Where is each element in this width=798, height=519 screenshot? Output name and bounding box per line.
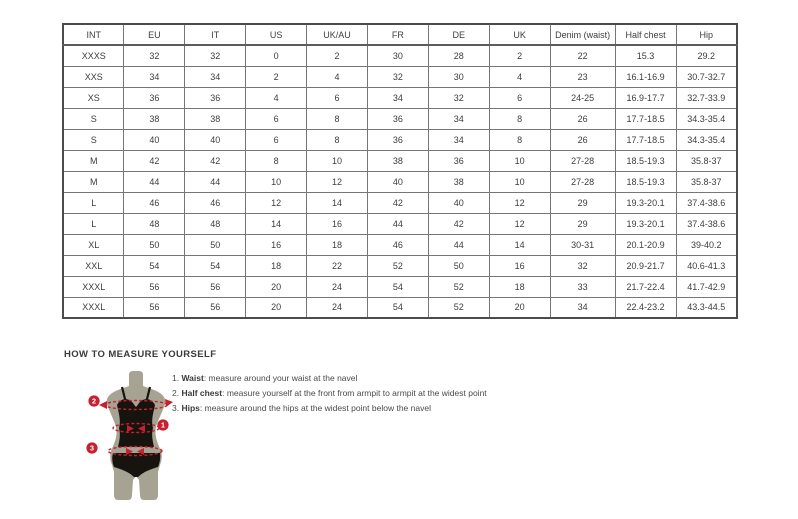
size-value-cell: 38: [367, 150, 428, 171]
size-value-cell: 14: [246, 213, 307, 234]
size-value-cell: 16: [307, 213, 368, 234]
size-value-cell: 30: [428, 66, 489, 87]
measure-step-hips: [172, 401, 487, 416]
size-value-cell: 8: [489, 129, 550, 150]
size-value-cell: 22.4-23.2: [615, 297, 676, 318]
step-label: Hips: [181, 403, 200, 413]
marker-hips-number: 3: [89, 443, 95, 453]
step-number: 2.: [172, 388, 180, 398]
size-value-cell: 4: [246, 87, 307, 108]
size-value-cell: 22: [550, 45, 615, 66]
size-value-cell: 36: [428, 150, 489, 171]
size-value-cell: 52: [367, 255, 428, 276]
size-value-cell: 20: [246, 297, 307, 318]
size-value-cell: 40: [124, 129, 185, 150]
size-value-cell: 56: [124, 276, 185, 297]
size-value-cell: 14: [489, 234, 550, 255]
size-value-cell: 42: [428, 213, 489, 234]
size-value-cell: 56: [124, 297, 185, 318]
size-chart-section: [62, 23, 738, 319]
size-label-cell: M: [63, 150, 124, 171]
size-value-cell: 54: [367, 276, 428, 297]
size-value-cell: 28: [428, 45, 489, 66]
column-header: DE: [428, 24, 489, 45]
size-value-cell: 20.1-20.9: [615, 234, 676, 255]
step-text: : measure around your waist at the navel: [203, 373, 358, 383]
marker-waist: [157, 419, 168, 430]
size-value-cell: 12: [489, 192, 550, 213]
size-label-cell: XXL: [63, 255, 124, 276]
step-label: Half chest: [181, 388, 223, 398]
size-value-cell: 54: [185, 255, 246, 276]
size-value-cell: 46: [367, 234, 428, 255]
column-header: UK/AU: [307, 24, 368, 45]
size-value-cell: 29.2: [676, 45, 737, 66]
measure-section-title: HOW TO MEASURE YOURSELF: [64, 349, 217, 360]
size-value-cell: 32: [367, 66, 428, 87]
step-label: Waist: [181, 373, 204, 383]
size-value-cell: 44: [124, 171, 185, 192]
table-row: [63, 150, 737, 171]
size-value-cell: 22: [307, 255, 368, 276]
size-value-cell: 30.7-32.7: [676, 66, 737, 87]
size-value-cell: 30: [367, 45, 428, 66]
table-row: [63, 108, 737, 129]
size-value-cell: 10: [489, 150, 550, 171]
size-value-cell: 36: [367, 129, 428, 150]
size-value-cell: 10: [307, 150, 368, 171]
size-value-cell: 54: [367, 297, 428, 318]
table-row: [63, 192, 737, 213]
column-header: INT: [63, 24, 124, 45]
size-value-cell: 32: [124, 45, 185, 66]
size-label-cell: S: [63, 129, 124, 150]
size-value-cell: 0: [246, 45, 307, 66]
measure-step-waist: [172, 371, 487, 386]
size-label-cell: M: [63, 171, 124, 192]
size-value-cell: 15.3: [615, 45, 676, 66]
size-value-cell: 46: [124, 192, 185, 213]
size-value-cell: 38: [185, 108, 246, 129]
size-value-cell: 40: [428, 192, 489, 213]
size-value-cell: 4: [489, 66, 550, 87]
size-value-cell: 16: [246, 234, 307, 255]
size-value-cell: 26: [550, 129, 615, 150]
step-text: : measure yourself at the front from armpit to armpit at the widest point: [222, 388, 487, 398]
table-row: [63, 87, 737, 108]
size-value-cell: 16.1-16.9: [615, 66, 676, 87]
size-value-cell: 10: [489, 171, 550, 192]
size-value-cell: 12: [246, 192, 307, 213]
size-value-cell: 50: [185, 234, 246, 255]
size-value-cell: 24-25: [550, 87, 615, 108]
size-value-cell: 34.3-35.4: [676, 108, 737, 129]
step-number: 1.: [172, 373, 180, 383]
size-value-cell: 8: [307, 129, 368, 150]
measure-step-half-chest: [172, 386, 487, 401]
size-value-cell: 8: [246, 150, 307, 171]
size-value-cell: 12: [307, 171, 368, 192]
size-value-cell: 44: [185, 171, 246, 192]
size-value-cell: 29: [550, 213, 615, 234]
size-value-cell: 2: [246, 66, 307, 87]
size-value-cell: 2: [489, 45, 550, 66]
size-value-cell: 32.7-33.9: [676, 87, 737, 108]
size-value-cell: 16: [489, 255, 550, 276]
size-value-cell: 32: [428, 87, 489, 108]
size-value-cell: 42: [185, 150, 246, 171]
size-value-cell: 24: [307, 297, 368, 318]
size-value-cell: 34.3-35.4: [676, 129, 737, 150]
marker-half-chest: [88, 395, 99, 406]
size-value-cell: 18: [246, 255, 307, 276]
measure-instructions: [172, 371, 487, 416]
size-value-cell: 4: [307, 66, 368, 87]
size-value-cell: 35.8-37: [676, 150, 737, 171]
size-value-cell: 20: [489, 297, 550, 318]
size-value-cell: 8: [489, 108, 550, 129]
size-value-cell: 12: [489, 213, 550, 234]
column-header: US: [246, 24, 307, 45]
size-value-cell: 39-40.2: [676, 234, 737, 255]
size-label-cell: L: [63, 213, 124, 234]
size-value-cell: 36: [124, 87, 185, 108]
size-value-cell: 56: [185, 297, 246, 318]
size-value-cell: 32: [185, 45, 246, 66]
size-value-cell: 41.7-42.9: [676, 276, 737, 297]
size-value-cell: 30-31: [550, 234, 615, 255]
column-header: EU: [124, 24, 185, 45]
size-label-cell: XS: [63, 87, 124, 108]
table-row: [63, 297, 737, 318]
size-value-cell: 21.7-22.4: [615, 276, 676, 297]
size-value-cell: 33: [550, 276, 615, 297]
size-value-cell: 18.5-19.3: [615, 171, 676, 192]
marker-hips: [86, 442, 97, 453]
size-value-cell: 44: [428, 234, 489, 255]
table-row: [63, 276, 737, 297]
column-header: IT: [185, 24, 246, 45]
size-value-cell: 32: [550, 255, 615, 276]
column-header: Denim (waist): [550, 24, 615, 45]
size-value-cell: 6: [246, 108, 307, 129]
size-label-cell: XXXL: [63, 297, 124, 318]
size-value-cell: 54: [124, 255, 185, 276]
size-value-cell: 40: [367, 171, 428, 192]
size-value-cell: 34: [428, 108, 489, 129]
size-value-cell: 18.5-19.3: [615, 150, 676, 171]
table-row: [63, 255, 737, 276]
size-value-cell: 37.4-38.6: [676, 192, 737, 213]
marker-half-chest-number: 2: [91, 396, 97, 406]
size-value-cell: 36: [185, 87, 246, 108]
chest-arrow-left: [99, 401, 107, 409]
size-value-cell: 23: [550, 66, 615, 87]
size-value-cell: 40.6-41.3: [676, 255, 737, 276]
size-value-cell: 26: [550, 108, 615, 129]
size-label-cell: S: [63, 108, 124, 129]
size-label-cell: XXXL: [63, 276, 124, 297]
size-value-cell: 24: [307, 276, 368, 297]
size-value-cell: 34: [124, 66, 185, 87]
size-label-cell: XXXS: [63, 45, 124, 66]
size-value-cell: 18: [307, 234, 368, 255]
marker-waist-number: 1: [160, 420, 166, 430]
column-header: FR: [367, 24, 428, 45]
size-value-cell: 18: [489, 276, 550, 297]
size-value-cell: 20: [246, 276, 307, 297]
size-value-cell: 19.3-20.1: [615, 192, 676, 213]
size-value-cell: 29: [550, 192, 615, 213]
table-row: [63, 234, 737, 255]
size-value-cell: 52: [428, 297, 489, 318]
size-chart-body: [63, 45, 737, 318]
size-chart-table: [62, 23, 738, 319]
size-value-cell: 35.8-37: [676, 171, 737, 192]
size-value-cell: 50: [428, 255, 489, 276]
table-row: [63, 129, 737, 150]
size-value-cell: 50: [124, 234, 185, 255]
column-header: Hip: [676, 24, 737, 45]
size-value-cell: 6: [307, 87, 368, 108]
step-number: 3.: [172, 403, 180, 413]
size-value-cell: 37.4-38.6: [676, 213, 737, 234]
size-value-cell: 34: [367, 87, 428, 108]
size-value-cell: 38: [428, 171, 489, 192]
step-text: : measure around the hips at the widest point below the navel: [199, 403, 431, 413]
size-value-cell: 17.7-18.5: [615, 108, 676, 129]
size-value-cell: 27-28: [550, 150, 615, 171]
size-value-cell: 8: [307, 108, 368, 129]
size-value-cell: 42: [124, 150, 185, 171]
size-label-cell: XL: [63, 234, 124, 255]
column-header: UK: [489, 24, 550, 45]
size-value-cell: 48: [185, 213, 246, 234]
table-row: [63, 213, 737, 234]
size-value-cell: 46: [185, 192, 246, 213]
size-label-cell: XXS: [63, 66, 124, 87]
size-value-cell: 6: [489, 87, 550, 108]
size-value-cell: 2: [307, 45, 368, 66]
size-value-cell: 10: [246, 171, 307, 192]
table-row: [63, 66, 737, 87]
size-value-cell: 34: [185, 66, 246, 87]
size-value-cell: 38: [124, 108, 185, 129]
size-value-cell: 42: [367, 192, 428, 213]
size-value-cell: 27-28: [550, 171, 615, 192]
size-value-cell: 20.9-21.7: [615, 255, 676, 276]
size-value-cell: 19.3-20.1: [615, 213, 676, 234]
size-value-cell: 48: [124, 213, 185, 234]
size-value-cell: 16.9-17.7: [615, 87, 676, 108]
size-chart-header: [63, 24, 737, 45]
table-row: [63, 45, 737, 66]
size-value-cell: 34: [550, 297, 615, 318]
column-header: Half chest: [615, 24, 676, 45]
size-value-cell: 44: [367, 213, 428, 234]
size-value-cell: 43.3-44.5: [676, 297, 737, 318]
size-value-cell: 34: [428, 129, 489, 150]
size-value-cell: 36: [367, 108, 428, 129]
size-value-cell: 14: [307, 192, 368, 213]
size-value-cell: 56: [185, 276, 246, 297]
size-label-cell: L: [63, 192, 124, 213]
size-value-cell: 52: [428, 276, 489, 297]
table-row: [63, 171, 737, 192]
header-row: [63, 24, 737, 45]
size-value-cell: 6: [246, 129, 307, 150]
size-value-cell: 40: [185, 129, 246, 150]
size-value-cell: 17.7-18.5: [615, 129, 676, 150]
